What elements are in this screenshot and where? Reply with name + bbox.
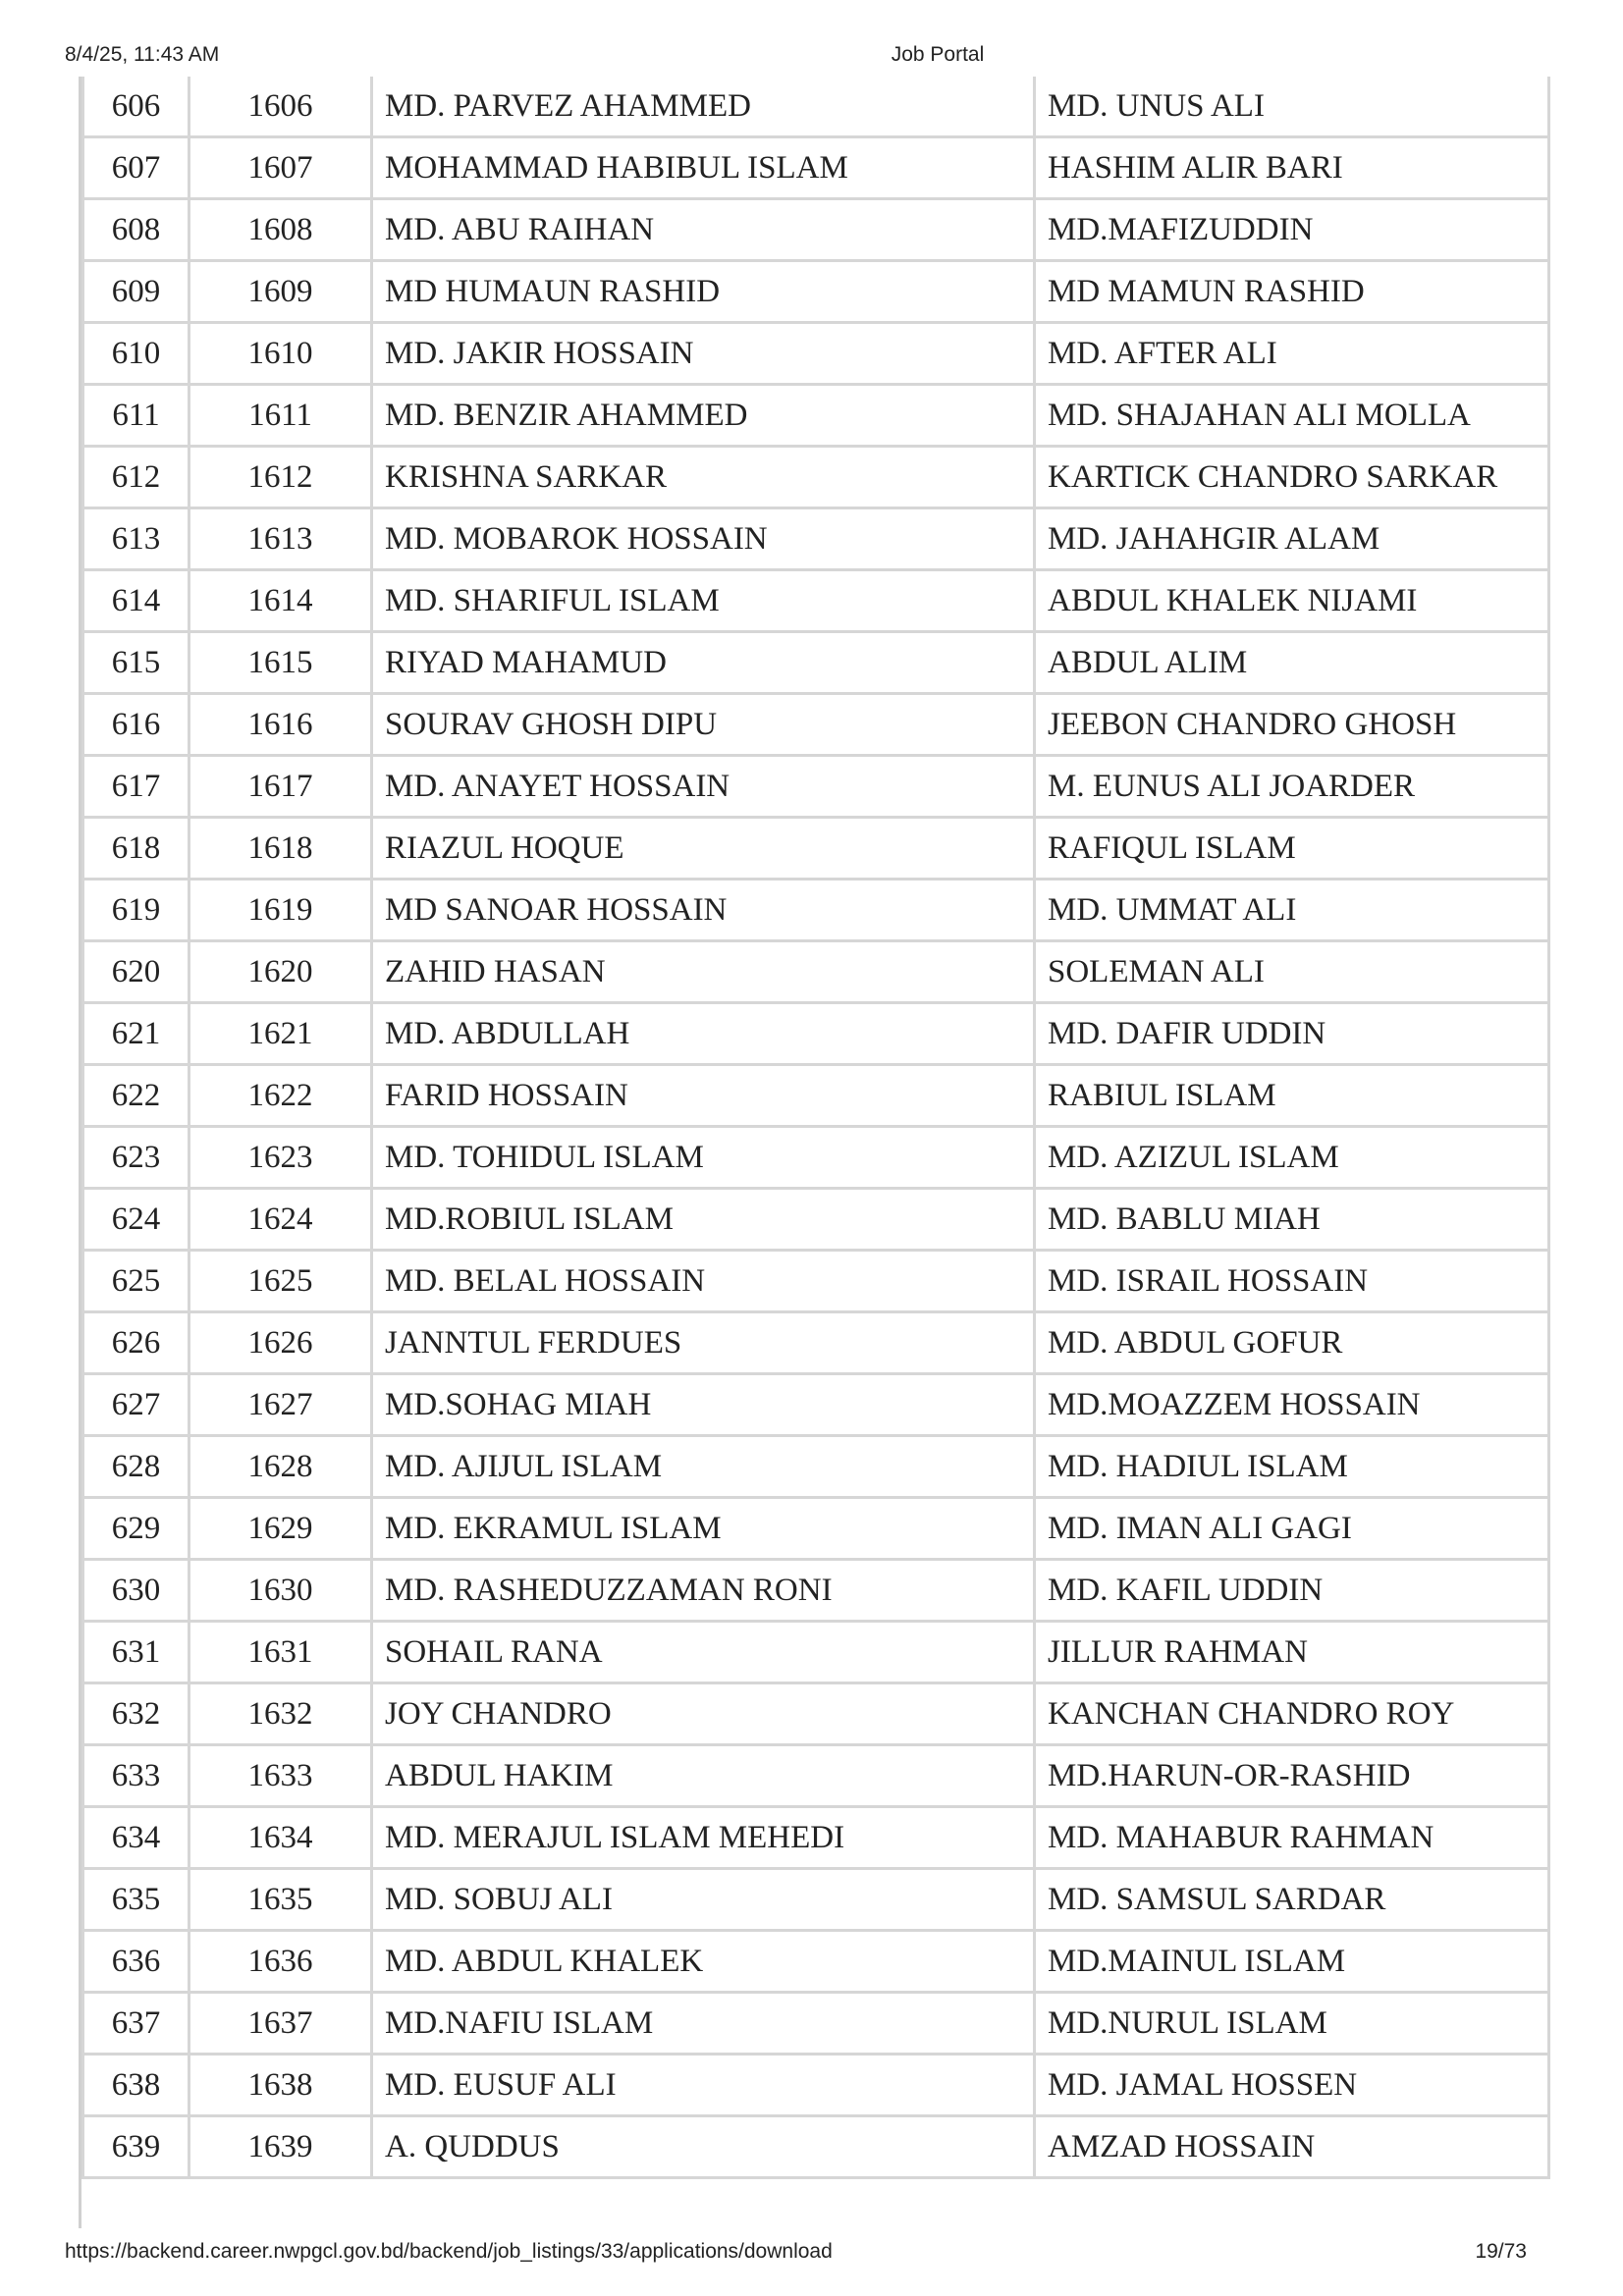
serial-cell: 630 <box>83 1560 189 1622</box>
table-row <box>83 199 1549 261</box>
table-row <box>83 1745 1549 1807</box>
father-name-cell: MD.MAFIZUDDIN <box>1035 199 1549 261</box>
serial-cell: 613 <box>83 508 189 570</box>
serial-cell: 639 <box>83 2116 189 2178</box>
roll-cell: 1616 <box>189 694 372 756</box>
roll-cell: 1620 <box>189 941 372 1003</box>
applicant-name-cell: MD. ABDUL KHALEK <box>372 1931 1035 1993</box>
father-name-cell: MD. KAFIL UDDIN <box>1035 1560 1549 1622</box>
applicant-name-cell: ZAHID HASAN <box>372 941 1035 1003</box>
page-url: https://backend.career.nwpgcl.gov.bd/backend/job_listings/33/applications/download <box>65 2240 833 2263</box>
roll-cell: 1627 <box>189 1374 372 1436</box>
father-name-cell: ABDUL KHALEK NIJAMI <box>1035 570 1549 632</box>
serial-cell: 624 <box>83 1189 189 1251</box>
applicant-name-cell: MD HUMAUN RASHID <box>372 261 1035 323</box>
serial-cell: 634 <box>83 1807 189 1869</box>
table-row <box>83 818 1549 880</box>
roll-cell: 1632 <box>189 1683 372 1745</box>
father-name-cell: MD. UMMAT ALI <box>1035 880 1549 941</box>
serial-cell: 637 <box>83 1993 189 2055</box>
serial-cell: 616 <box>83 694 189 756</box>
roll-cell: 1626 <box>189 1312 372 1374</box>
serial-cell: 636 <box>83 1931 189 1993</box>
table-row <box>83 1003 1549 1065</box>
table-row <box>83 1560 1549 1622</box>
applicant-name-cell: FARID HOSSAIN <box>372 1065 1035 1127</box>
applicant-name-cell: MD. EUSUF ALI <box>372 2055 1035 2116</box>
table-row <box>83 756 1549 818</box>
table-row <box>83 261 1549 323</box>
applicant-name-cell: MD. BENZIR AHAMMED <box>372 385 1035 447</box>
applicant-name-cell: MD SANOAR HOSSAIN <box>372 880 1035 941</box>
father-name-cell: MD. SAMSUL SARDAR <box>1035 1869 1549 1931</box>
roll-cell: 1615 <box>189 632 372 694</box>
table-row <box>83 1127 1549 1189</box>
applicant-name-cell: MD.ROBIUL ISLAM <box>372 1189 1035 1251</box>
applicant-name-cell: MD. EKRAMUL ISLAM <box>372 1498 1035 1560</box>
applicant-name-cell: SOHAIL RANA <box>372 1622 1035 1683</box>
roll-cell: 1614 <box>189 570 372 632</box>
table-row <box>83 1436 1549 1498</box>
father-name-cell: MD. JAMAL HOSSEN <box>1035 2055 1549 2116</box>
applicant-name-cell: MD. AJIJUL ISLAM <box>372 1436 1035 1498</box>
father-name-cell: MD.MOAZZEM HOSSAIN <box>1035 1374 1549 1436</box>
print-datetime: 8/4/25, 11:43 AM <box>65 43 220 66</box>
father-name-cell: MD MAMUN RASHID <box>1035 261 1549 323</box>
roll-cell: 1631 <box>189 1622 372 1683</box>
applicant-name-cell: MD. SHARIFUL ISLAM <box>372 570 1035 632</box>
serial-cell: 618 <box>83 818 189 880</box>
applicant-name-cell: MD. MOBAROK HOSSAIN <box>372 508 1035 570</box>
table-row <box>83 694 1549 756</box>
father-name-cell: MD.HARUN-OR-RASHID <box>1035 1745 1549 1807</box>
serial-cell: 635 <box>83 1869 189 1931</box>
father-name-cell: MD. AFTER ALI <box>1035 323 1549 385</box>
table-row <box>83 1374 1549 1436</box>
father-name-cell: KARTICK CHANDRO SARKAR <box>1035 447 1549 508</box>
page-title: Job Portal <box>891 43 985 66</box>
applicant-name-cell: A. QUDDUS <box>372 2116 1035 2178</box>
table-row <box>83 1931 1549 1993</box>
roll-cell: 1622 <box>189 1065 372 1127</box>
roll-cell: 1613 <box>189 508 372 570</box>
applicant-name-cell: MOHAMMAD HABIBUL ISLAM <box>372 137 1035 199</box>
serial-cell: 632 <box>83 1683 189 1745</box>
roll-cell: 1618 <box>189 818 372 880</box>
serial-cell: 631 <box>83 1622 189 1683</box>
roll-cell: 1608 <box>189 199 372 261</box>
serial-cell: 617 <box>83 756 189 818</box>
applicants-table <box>81 77 1550 2179</box>
roll-cell: 1634 <box>189 1807 372 1869</box>
roll-cell: 1628 <box>189 1436 372 1498</box>
roll-cell: 1638 <box>189 2055 372 2116</box>
applicant-name-cell: MD. ABDULLAH <box>372 1003 1035 1065</box>
serial-cell: 622 <box>83 1065 189 1127</box>
roll-cell: 1612 <box>189 447 372 508</box>
father-name-cell: KANCHAN CHANDRO ROY <box>1035 1683 1549 1745</box>
serial-cell: 629 <box>83 1498 189 1560</box>
roll-cell: 1619 <box>189 880 372 941</box>
father-name-cell: MD. AZIZUL ISLAM <box>1035 1127 1549 1189</box>
serial-cell: 638 <box>83 2055 189 2116</box>
table-row <box>83 447 1549 508</box>
roll-cell: 1610 <box>189 323 372 385</box>
serial-cell: 608 <box>83 199 189 261</box>
applicant-name-cell: KRISHNA SARKAR <box>372 447 1035 508</box>
roll-cell: 1639 <box>189 2116 372 2178</box>
father-name-cell: AMZAD HOSSAIN <box>1035 2116 1549 2178</box>
father-name-cell: MD.MAINUL ISLAM <box>1035 1931 1549 1993</box>
serial-cell: 623 <box>83 1127 189 1189</box>
father-name-cell: ABDUL ALIM <box>1035 632 1549 694</box>
table-row <box>83 385 1549 447</box>
applicant-name-cell: MD. JAKIR HOSSAIN <box>372 323 1035 385</box>
father-name-cell: MD. DAFIR UDDIN <box>1035 1003 1549 1065</box>
applicant-name-cell: ABDUL HAKIM <box>372 1745 1035 1807</box>
applicant-name-cell: MD. MERAJUL ISLAM MEHEDI <box>372 1807 1035 1869</box>
applicants-table-body <box>83 77 1549 2178</box>
roll-cell: 1621 <box>189 1003 372 1065</box>
serial-cell: 625 <box>83 1251 189 1312</box>
table-row <box>83 508 1549 570</box>
table-row <box>83 77 1549 137</box>
table-row <box>83 1065 1549 1127</box>
roll-cell: 1636 <box>189 1931 372 1993</box>
table-row <box>83 323 1549 385</box>
father-name-cell: RABIUL ISLAM <box>1035 1065 1549 1127</box>
table-row <box>83 137 1549 199</box>
serial-cell: 619 <box>83 880 189 941</box>
roll-cell: 1629 <box>189 1498 372 1560</box>
roll-cell: 1607 <box>189 137 372 199</box>
serial-cell: 609 <box>83 261 189 323</box>
table-row <box>83 2116 1549 2178</box>
applicant-name-cell: MD. RASHEDUZZAMAN RONI <box>372 1560 1035 1622</box>
roll-cell: 1611 <box>189 385 372 447</box>
father-name-cell: MD. HADIUL ISLAM <box>1035 1436 1549 1498</box>
serial-cell: 615 <box>83 632 189 694</box>
father-name-cell: HASHIM ALIR BARI <box>1035 137 1549 199</box>
table-row <box>83 1498 1549 1560</box>
father-name-cell: SOLEMAN ALI <box>1035 941 1549 1003</box>
roll-cell: 1606 <box>189 77 372 137</box>
roll-cell: 1633 <box>189 1745 372 1807</box>
applicant-name-cell: MD. SOBUJ ALI <box>372 1869 1035 1931</box>
father-name-cell: RAFIQUL ISLAM <box>1035 818 1549 880</box>
table-row <box>83 1993 1549 2055</box>
page-number: 19/73 <box>1475 2240 1527 2263</box>
table-row <box>83 1869 1549 1931</box>
table-row <box>83 1189 1549 1251</box>
applicant-name-cell: RIAZUL HOQUE <box>372 818 1035 880</box>
serial-cell: 607 <box>83 137 189 199</box>
table-row <box>83 941 1549 1003</box>
roll-cell: 1637 <box>189 1993 372 2055</box>
serial-cell: 628 <box>83 1436 189 1498</box>
table-row <box>83 1622 1549 1683</box>
father-name-cell: JILLUR RAHMAN <box>1035 1622 1549 1683</box>
applicant-name-cell: JANNTUL FERDUES <box>372 1312 1035 1374</box>
father-name-cell: JEEBON CHANDRO GHOSH <box>1035 694 1549 756</box>
father-name-cell: MD. BABLU MIAH <box>1035 1189 1549 1251</box>
roll-cell: 1625 <box>189 1251 372 1312</box>
serial-cell: 606 <box>83 77 189 137</box>
applicant-name-cell: JOY CHANDRO <box>372 1683 1035 1745</box>
roll-cell: 1624 <box>189 1189 372 1251</box>
table-row <box>83 1807 1549 1869</box>
applicant-name-cell: MD. BELAL HOSSAIN <box>372 1251 1035 1312</box>
applicant-name-cell: SOURAV GHOSH DIPU <box>372 694 1035 756</box>
table-row <box>83 1312 1549 1374</box>
applicant-name-cell: MD.NAFIU ISLAM <box>372 1993 1035 2055</box>
serial-cell: 611 <box>83 385 189 447</box>
applicant-name-cell: RIYAD MAHAMUD <box>372 632 1035 694</box>
applicant-name-cell: MD. PARVEZ AHAMMED <box>372 77 1035 137</box>
father-name-cell: MD. IMAN ALI GAGI <box>1035 1498 1549 1560</box>
father-name-cell: MD. SHAJAHAN ALI MOLLA <box>1035 385 1549 447</box>
roll-cell: 1609 <box>189 261 372 323</box>
applicant-name-cell: MD. ANAYET HOSSAIN <box>372 756 1035 818</box>
serial-cell: 614 <box>83 570 189 632</box>
table-row <box>83 1683 1549 1745</box>
roll-cell: 1617 <box>189 756 372 818</box>
serial-cell: 633 <box>83 1745 189 1807</box>
serial-cell: 627 <box>83 1374 189 1436</box>
roll-cell: 1630 <box>189 1560 372 1622</box>
applicant-name-cell: MD.SOHAG MIAH <box>372 1374 1035 1436</box>
serial-cell: 620 <box>83 941 189 1003</box>
roll-cell: 1635 <box>189 1869 372 1931</box>
father-name-cell: MD. ABDUL GOFUR <box>1035 1312 1549 1374</box>
father-name-cell: MD. ISRAIL HOSSAIN <box>1035 1251 1549 1312</box>
serial-cell: 621 <box>83 1003 189 1065</box>
table-row <box>83 570 1549 632</box>
father-name-cell: MD. JAHAHGIR ALAM <box>1035 508 1549 570</box>
serial-cell: 626 <box>83 1312 189 1374</box>
table-row <box>83 1251 1549 1312</box>
serial-cell: 612 <box>83 447 189 508</box>
roll-cell: 1623 <box>189 1127 372 1189</box>
father-name-cell: M. EUNUS ALI JOARDER <box>1035 756 1549 818</box>
serial-cell: 610 <box>83 323 189 385</box>
table-row <box>83 632 1549 694</box>
table-row <box>83 2055 1549 2116</box>
father-name-cell: MD. MAHABUR RAHMAN <box>1035 1807 1549 1869</box>
applicant-name-cell: MD. TOHIDUL ISLAM <box>372 1127 1035 1189</box>
father-name-cell: MD. UNUS ALI <box>1035 77 1549 137</box>
father-name-cell: MD.NURUL ISLAM <box>1035 1993 1549 2055</box>
applicant-name-cell: MD. ABU RAIHAN <box>372 199 1035 261</box>
table-row <box>83 880 1549 941</box>
